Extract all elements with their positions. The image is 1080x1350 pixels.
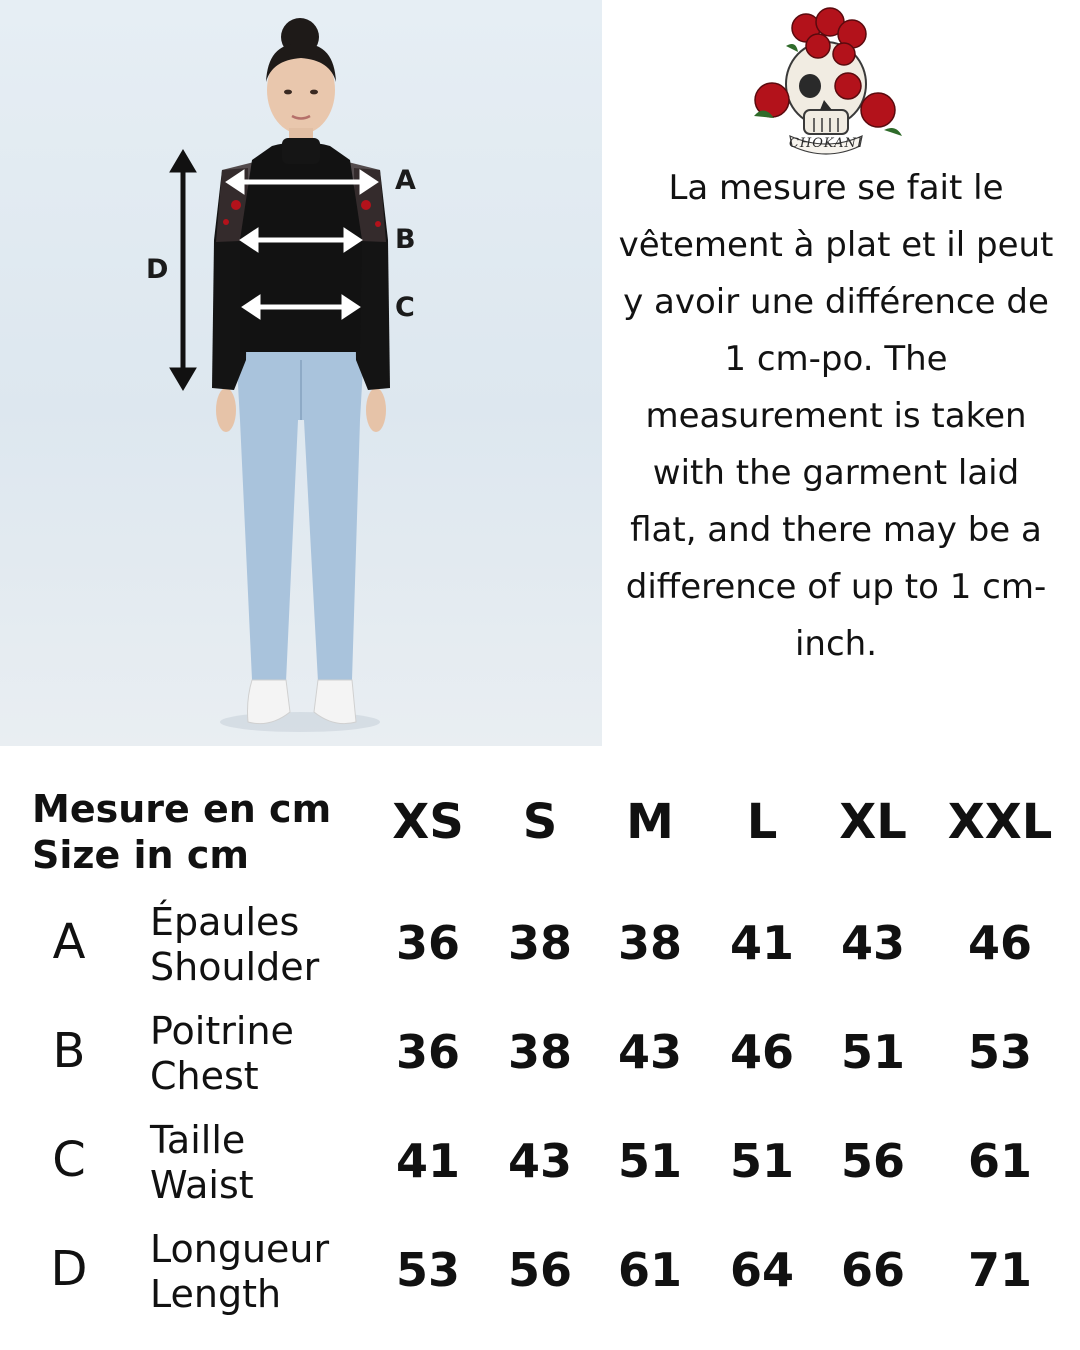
table-cell: 41 [395,1134,460,1188]
row-label-en: Waist [150,1163,254,1207]
row-letter: C [52,1132,86,1188]
measurement-note: La mesure se fait le vêtement à plat et il peut y avoir une différence de 1 cm-po. The measurement is taken with the garment laid flat, and there may be a difference of up to 1 cm-inch. [618,168,1054,664]
marker-b-label: B [395,224,416,255]
table-cell: 53 [395,1243,460,1297]
table-cell: 43 [617,1025,682,1079]
row-letter: A [52,914,86,970]
brand-logo [744,6,908,162]
size-header-xl: XL [839,794,907,850]
table-cell: 36 [395,916,460,970]
marker-d-label: D [146,254,169,285]
table-cell: 56 [840,1134,905,1188]
table-cell: 61 [617,1243,682,1297]
model-photo [0,0,602,746]
table-header-label [32,786,331,878]
row-label-en: Chest [150,1054,259,1098]
row-letter: B [52,1023,86,1079]
table-cell: 46 [729,1025,794,1079]
table-cell: 64 [729,1243,794,1297]
row-label-fr: Épaules [150,900,300,944]
size-table [0,746,1080,1350]
row-label [150,1009,294,1099]
row-label-fr: Poitrine [150,1009,294,1053]
header-label-en: Size in cm [32,833,249,877]
table-cell: 61 [967,1134,1032,1188]
row-label [150,1227,329,1317]
table-cell: 43 [840,916,905,970]
model-illustration [0,0,602,746]
size-header-xs: XS [392,794,464,850]
row-letter: D [50,1241,88,1297]
table-cell: 51 [729,1134,794,1188]
table-cell: 46 [967,916,1032,970]
row-label-fr: Longueur [150,1227,330,1271]
table-cell: 51 [617,1134,682,1188]
table-cell: 43 [507,1134,572,1188]
size-header-m: M [626,794,674,850]
table-cell: 66 [840,1243,905,1297]
row-label [150,1118,254,1208]
table-cell: 51 [840,1025,905,1079]
table-cell: 56 [507,1243,572,1297]
marker-c-label: C [395,292,415,323]
header-label-fr: Mesure en cm [32,787,332,831]
size-header-l: L [746,794,778,850]
table-cell: 53 [967,1025,1032,1079]
marker-a-label: A [395,165,416,196]
row-label-en: Shoulder [150,945,320,989]
row-label-en: Length [150,1272,282,1316]
table-cell: 38 [507,916,572,970]
table-cell: 71 [967,1243,1032,1297]
table-cell: 38 [617,916,682,970]
row-label [150,900,319,990]
row-label-fr: Taille [150,1118,246,1162]
table-cell: 38 [507,1025,572,1079]
size-header-xxl: XXL [947,794,1053,850]
table-cell: 41 [729,916,794,970]
table-cell: 36 [395,1025,460,1079]
size-header-s: S [522,794,558,850]
brand-name: CHOKANI [788,136,864,151]
